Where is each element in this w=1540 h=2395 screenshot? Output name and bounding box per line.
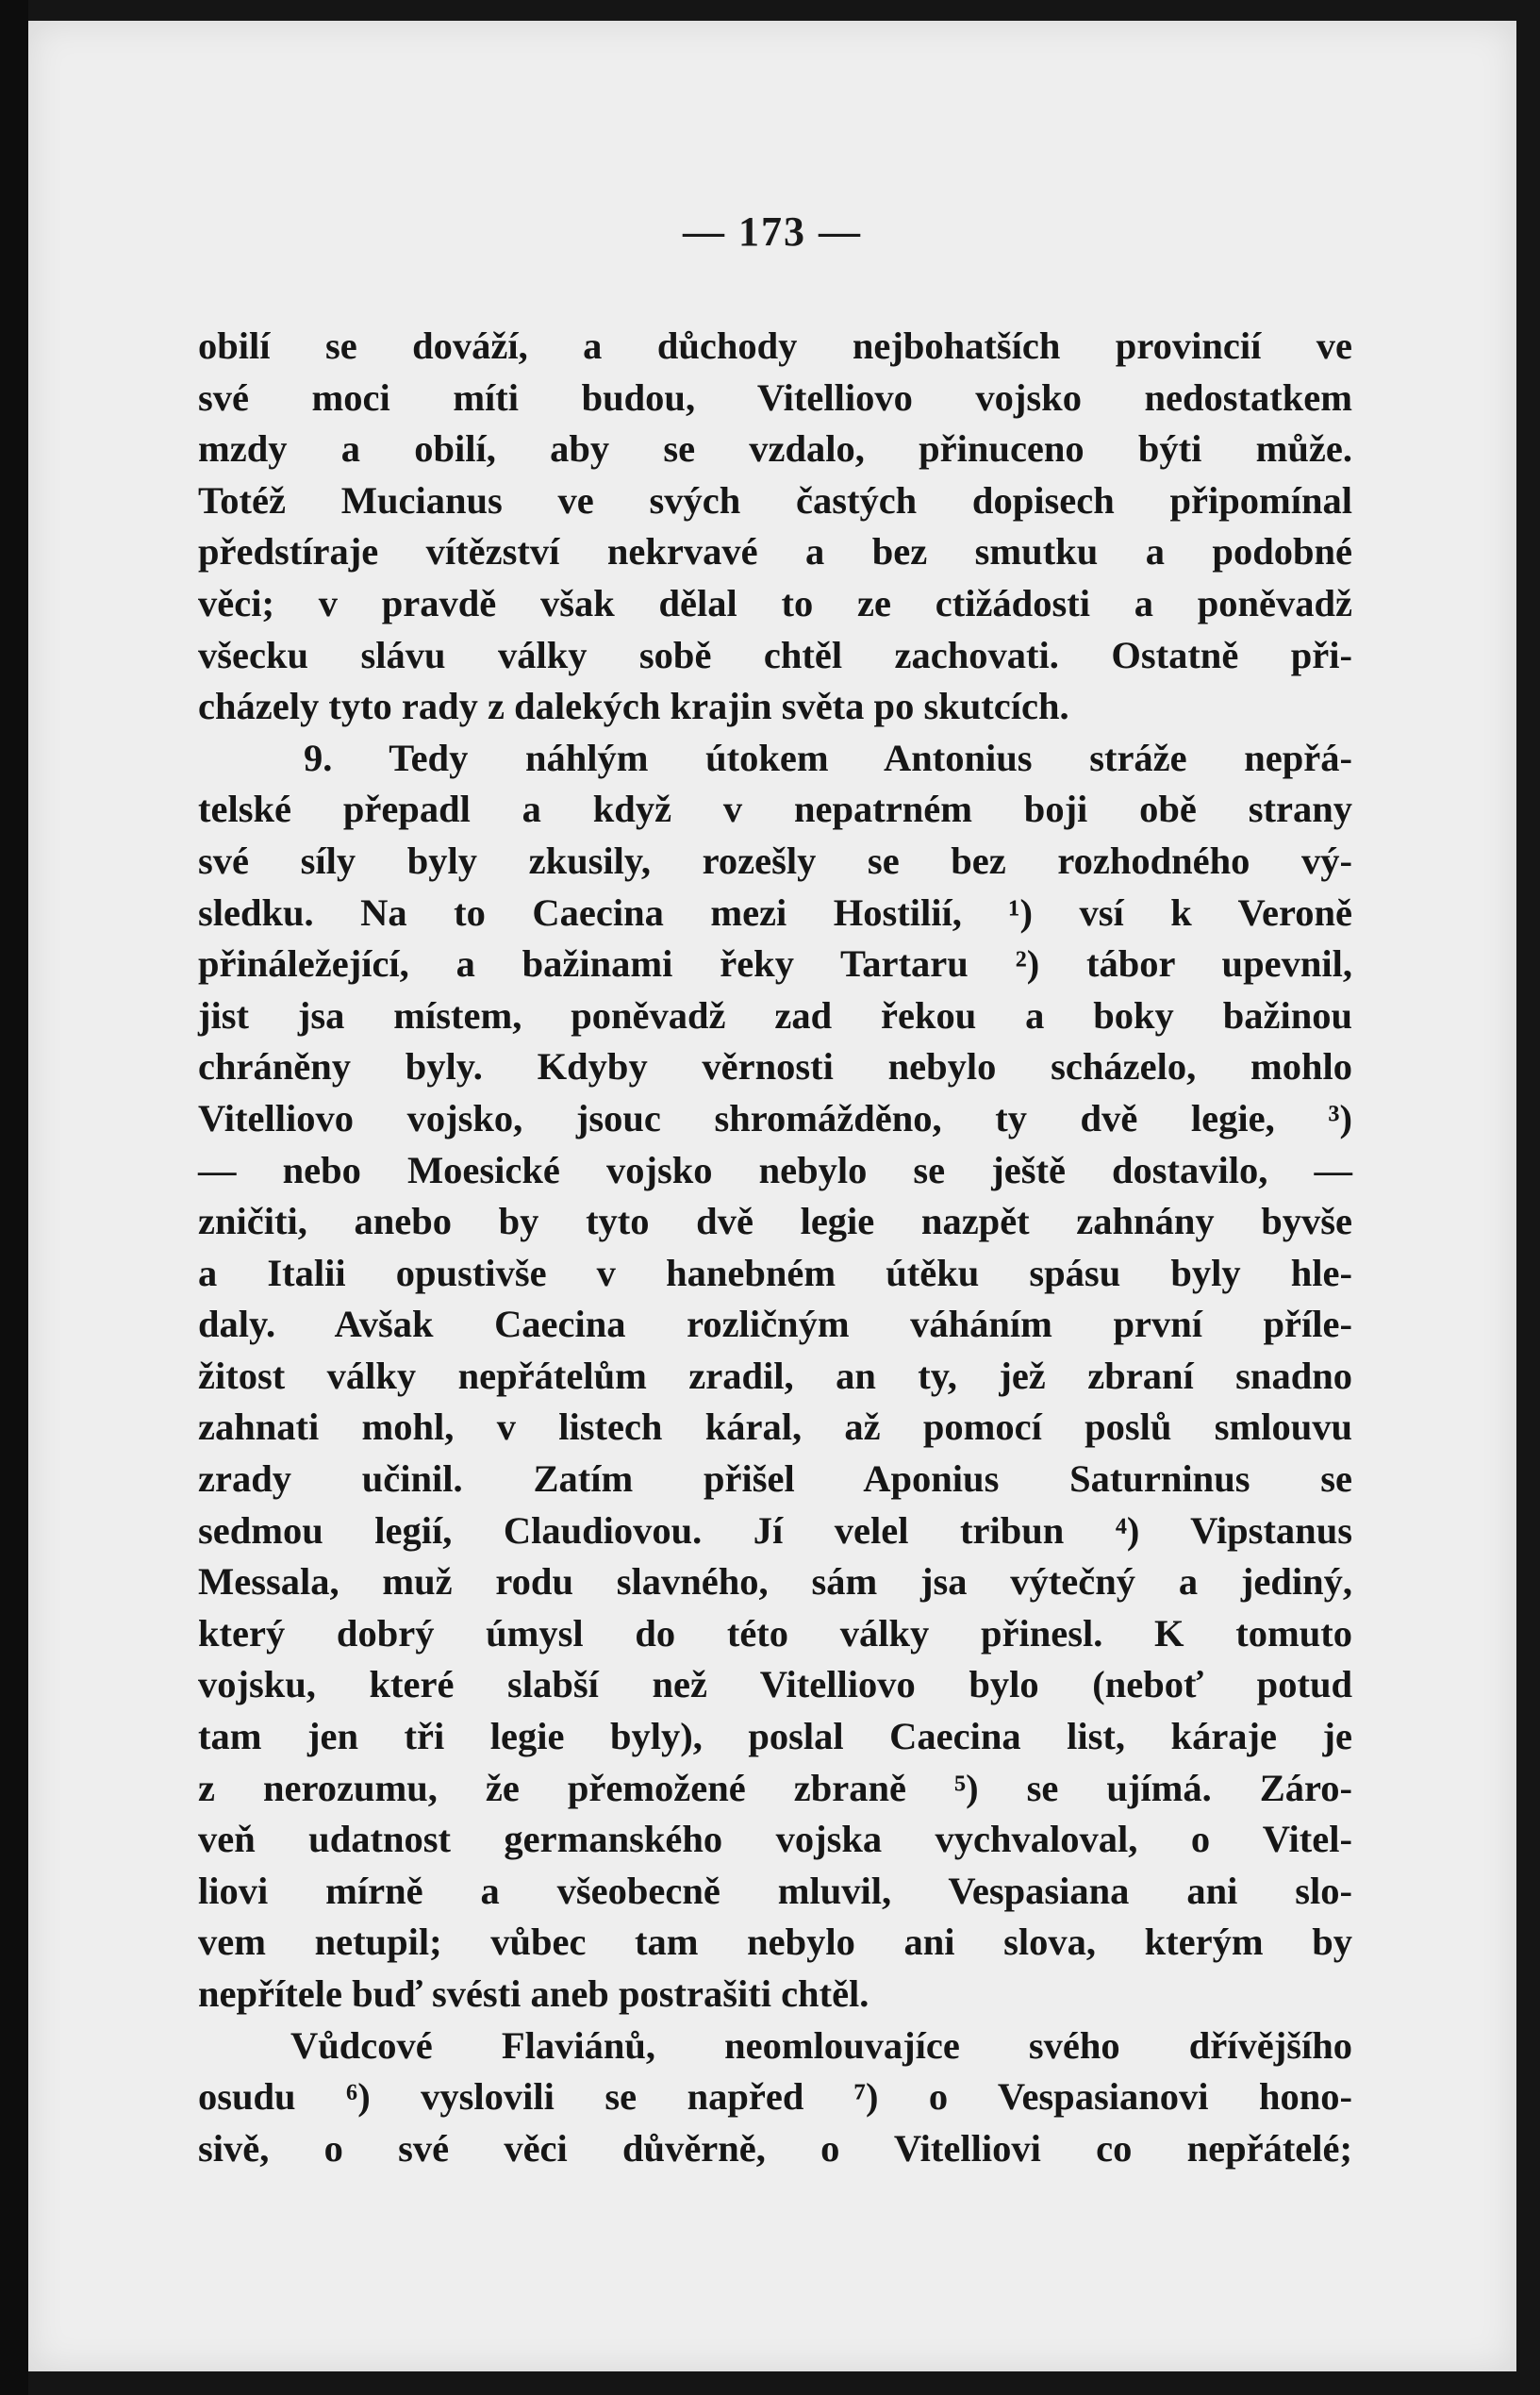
text-line: své síly byly zkusily, rozešly se bez rozhodného vý- (198, 839, 1352, 882)
text-line: zničiti, anebo by tyto dvě legie nazpět zahnány byvše (198, 1200, 1352, 1243)
text-line: Totéž Mucianus ve svých častých dopisech připomínal (198, 478, 1352, 522)
text-line: liovi mírně a všeobecně mluvil, Vespasiana ani slo- (198, 1869, 1352, 1912)
text-line: veň udatnost germanského vojska vychvaloval, o Vitel- (198, 1818, 1352, 1861)
text-line: vem netupil; vůbec tam nebylo ani slova, kterým by (198, 1921, 1352, 1964)
text-line: — nebo Moesické vojsko nebylo se ještě dostavilo, — (198, 1148, 1352, 1191)
text-line: zrady učinil. Zatím přišel Aponius Saturninus se (198, 1457, 1352, 1501)
text-line: který dobrý úmysl do této války přinesl. K tomuto (198, 1611, 1352, 1655)
text-line: osudu ⁶) vyslovili se napřed ⁷) o Vespasianovi hono- (198, 2075, 1352, 2119)
text-line: sedmou legií, Claudiovou. Jí velel tribun ⁴) Vipstanus (198, 1508, 1352, 1552)
text-line: tam jen tři legie byly), poslal Caecina list, káraje je (198, 1715, 1352, 1758)
paragraph-start-line: 9. Tedy náhlým útokem Antonius stráže nepřá- (304, 736, 1352, 779)
text-line: jist jsa místem, poněvadž zad řekou a boky bažinou (198, 993, 1352, 1037)
binding-edge (0, 0, 28, 2395)
text-line: nepřítele buď svésti aneb postrašiti chtěl. (198, 1972, 869, 2015)
text-line: své moci míti budou, Vitelliovo vojsko nedostatkem (198, 375, 1352, 419)
text-line: žitost války nepřátelům zradil, an ty, jež zbraní snadno (198, 1354, 1352, 1397)
text-line: Messala, muž rodu slavného, sám jsa výtečný a jediný, (198, 1560, 1352, 1604)
text-line: daly. Avšak Caecina rozličným váháním první příle- (198, 1303, 1352, 1346)
text-line: telské přepadl a když v nepatrném boji obě strany (198, 788, 1352, 831)
text-line: vojsku, které slabší než Vitelliovo bylo (neboť potud (198, 1663, 1352, 1706)
body-text (198, 321, 1352, 2174)
text-line: všecku slávu války sobě chtěl zachovati. Ostatně při- (198, 633, 1352, 676)
text-line: mzdy a obilí, aby se vzdalo, přinuceno býti může. (198, 427, 1352, 471)
text-line: zahnati mohl, v listech káral, až pomocí poslů smlouvu (198, 1405, 1352, 1449)
text-line: sledku. Na to Caecina mezi Hostilií, ¹) vsí k Veroně (198, 890, 1352, 934)
text-line: cházely tyto rady z dalekých krajin světa po skutcích. (198, 685, 1069, 728)
text-line: chráněny byly. Kdyby věrnosti nebylo scházelo, mohlo (198, 1045, 1352, 1089)
paragraph-start-line: Vůdcové Flaviánů, neomlouvajíce svého dřívějšího (290, 2023, 1352, 2067)
text-line: sivě, o své věci důvěrně, o Vitelliovi co nepřátelé; (198, 2126, 1352, 2170)
page-number: — 173 — (683, 208, 862, 255)
book-page (28, 21, 1516, 2371)
text-line: věci; v pravdě však dělal to ze ctižádosti a poněvadž (198, 581, 1352, 624)
text-line: přináležející, a bažinami řeky Tartaru ²) tábor upevnil, (198, 942, 1352, 986)
text-line: předstíraje vítězství nekrvavé a bez smutku a podobné (198, 530, 1352, 574)
text-line: Vitelliovo vojsko, jsouc shromážděno, ty dvě legie, ³) (198, 1096, 1352, 1139)
text-line: z nerozumu, že přemožené zbraně ⁵) se ujímá. Záro- (198, 1766, 1352, 1809)
text-line: a Italii opustivše v hanebném útěku spásu byly hle- (198, 1251, 1352, 1294)
text-line: obilí se dováží, a důchody nejbohatších provincií ve (198, 324, 1352, 367)
